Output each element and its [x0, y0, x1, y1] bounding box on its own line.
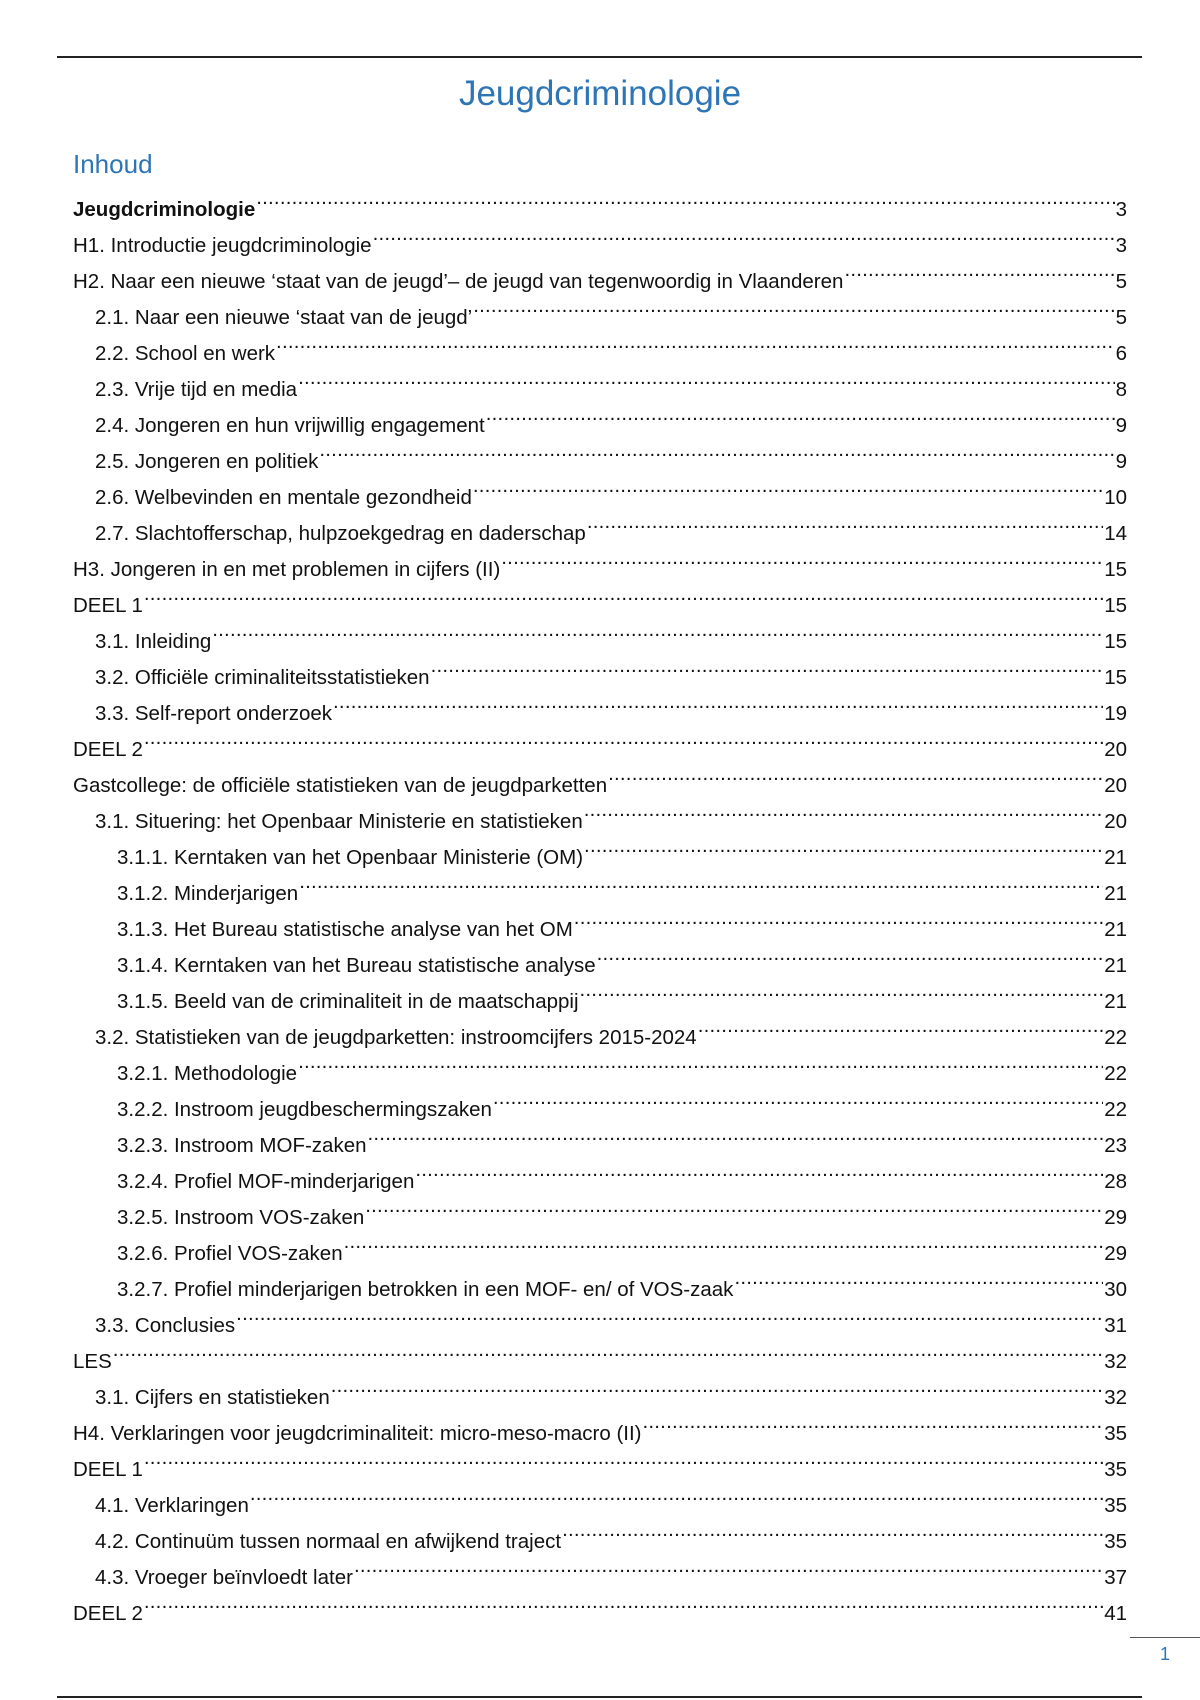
toc-dot-leader	[473, 468, 1103, 504]
top-rule	[57, 56, 1142, 58]
toc-entry-text: Jeugdcriminologie	[73, 198, 256, 221]
toc-entry-page: 20	[1104, 810, 1127, 833]
toc-entry-page: 21	[1104, 882, 1127, 905]
toc-entry-text: 3.1.5. Beeld van de criminaliteit in de maatschappij	[117, 990, 579, 1013]
toc-entry[interactable]	[73, 1440, 1127, 1481]
toc-dot-leader	[473, 288, 1114, 324]
toc-entry-text: H4. Verklaringen voor jeugdcriminaliteit: micro-meso-macro (II)	[73, 1422, 642, 1445]
toc-dot-leader	[144, 1440, 1103, 1476]
toc-dot-leader	[587, 504, 1103, 540]
toc-entry-text: 2.2. School en werk	[95, 342, 276, 365]
toc-entry-text: H1. Introductie jeugdcriminologie	[73, 234, 372, 257]
toc-dot-leader	[493, 1080, 1103, 1116]
toc-dot-leader	[698, 1008, 1103, 1044]
toc-dot-leader	[113, 1332, 1103, 1368]
toc-dot-leader	[212, 612, 1103, 648]
toc-entry-page: 22	[1104, 1062, 1127, 1085]
toc-entry-text: 3.3. Self-report onderzoek	[95, 702, 333, 725]
toc-entry-page: 3	[1115, 198, 1127, 221]
toc-entry-text: 2.1. Naar een nieuwe ‘staat van de jeugd’	[95, 306, 473, 329]
toc-entry-text: DEEL 2	[73, 738, 143, 761]
toc-entry-page: 35	[1104, 1458, 1127, 1481]
toc-dot-leader	[236, 1296, 1103, 1332]
toc-entry-page: 32	[1104, 1386, 1127, 1409]
toc-dot-leader	[562, 1512, 1103, 1548]
toc-entry-page: 30	[1104, 1278, 1127, 1301]
toc-dot-leader	[144, 576, 1103, 612]
toc-heading: Inhoud	[73, 149, 153, 179]
toc-dot-leader	[250, 1476, 1103, 1512]
toc-entry-text: 4.1. Verklaringen	[95, 1494, 249, 1517]
toc-dot-leader	[486, 396, 1115, 432]
toc-dot-leader	[298, 1044, 1103, 1080]
toc-entry-page: 5	[1115, 270, 1127, 293]
toc-entry-page: 5	[1115, 306, 1127, 329]
toc-entry-text: 3.2.5. Instroom VOS-zaken	[117, 1206, 365, 1229]
toc-dot-leader	[368, 1116, 1104, 1152]
toc-entry-page: 22	[1104, 1026, 1127, 1049]
toc-entry-page: 20	[1104, 774, 1127, 797]
toc-dot-leader	[574, 900, 1103, 936]
toc-entry-text: DEEL 1	[73, 1458, 143, 1481]
toc-entry-page: 21	[1104, 954, 1127, 977]
toc-entry-page: 9	[1115, 450, 1127, 473]
toc-entry-page: 29	[1104, 1242, 1127, 1265]
toc-entry-text: 3.2.3. Instroom MOF-zaken	[117, 1134, 367, 1157]
toc-entry[interactable]	[73, 1476, 1127, 1517]
toc-entry-page: 23	[1104, 1134, 1127, 1157]
toc-entry[interactable]	[73, 756, 1127, 797]
toc-dot-leader	[431, 648, 1104, 684]
toc-dot-leader	[734, 1260, 1103, 1296]
toc-entry-page: 14	[1104, 522, 1127, 545]
toc-entry-page: 15	[1104, 666, 1127, 689]
toc-entry-page: 41	[1104, 1602, 1127, 1625]
toc-dot-leader	[373, 216, 1115, 252]
toc-entry[interactable]	[73, 648, 1127, 689]
toc-dot-leader	[276, 324, 1115, 360]
toc-entry-text: 3.2.1. Methodologie	[117, 1062, 298, 1085]
toc-entry-text: 3.1. Situering: het Openbaar Ministerie en statistieken	[95, 810, 583, 833]
toc-dot-leader	[608, 756, 1103, 792]
toc-entry-page: 10	[1104, 486, 1127, 509]
toc-entry-page: 15	[1104, 558, 1127, 581]
toc-entry-page: 35	[1104, 1530, 1127, 1553]
toc-dot-leader	[365, 1188, 1103, 1224]
toc-entry-page: 21	[1104, 990, 1127, 1013]
table-of-contents	[73, 180, 1127, 1625]
toc-entry[interactable]	[73, 720, 1127, 761]
toc-dot-leader	[344, 1224, 1104, 1260]
toc-entry-text: 3.1.1. Kerntaken van het Openbaar Ministerie (OM)	[117, 846, 584, 869]
toc-dot-leader	[298, 360, 1115, 396]
toc-entry-page: 3	[1115, 234, 1127, 257]
toc-entry-text: 3.1.2. Minderjarigen	[117, 882, 299, 905]
toc-entry[interactable]	[73, 1332, 1127, 1373]
toc-dot-leader	[333, 684, 1103, 720]
toc-dot-leader	[584, 828, 1103, 864]
bottom-rule	[57, 1696, 1142, 1698]
toc-entry-text: 2.7. Slachtofferschap, hulpzoekgedrag en daderschap	[95, 522, 586, 545]
toc-dot-leader	[643, 1404, 1104, 1440]
toc-entry-text: 2.3. Vrije tijd en media	[95, 378, 298, 401]
toc-entry[interactable]	[73, 612, 1127, 653]
toc-entry-page: 8	[1115, 378, 1127, 401]
toc-dot-leader	[580, 972, 1104, 1008]
toc-entry-text: 3.2. Statistieken van de jeugdparketten: instroomcijfers 2015-2024	[95, 1026, 697, 1049]
toc-dot-leader	[331, 1368, 1103, 1404]
toc-entry-text: 3.2.6. Profiel VOS-zaken	[117, 1242, 343, 1265]
toc-entry-text: 3.3. Conclusies	[95, 1314, 236, 1337]
toc-entry-text: Gastcollege: de officiële statistieken van de jeugdparketten	[73, 774, 608, 797]
toc-entry[interactable]	[73, 1368, 1127, 1409]
toc-dot-leader	[584, 792, 1103, 828]
toc-dot-leader	[256, 180, 1114, 216]
toc-entry-text: H2. Naar een nieuwe ‘staat van de jeugd’– de jeugd van tegenwoordig in Vlaanderen	[73, 270, 844, 293]
toc-entry-text: H3. Jongeren in en met problemen in cijfers (II)	[73, 558, 501, 581]
toc-entry-text: 3.1.4. Kerntaken van het Bureau statistische analyse	[117, 954, 596, 977]
page-number: 1	[1159, 1644, 1170, 1664]
toc-entry-page: 37	[1104, 1566, 1127, 1589]
toc-entry-text: 3.1.3. Het Bureau statistische analyse van het OM	[117, 918, 573, 941]
toc-entry-text: 2.5. Jongeren en politiek	[95, 450, 319, 473]
toc-dot-leader	[144, 720, 1103, 756]
toc-entry-text: 4.2. Continuüm tussen normaal en afwijkend traject	[95, 1530, 562, 1553]
toc-entry-text: DEEL 2	[73, 1602, 143, 1625]
toc-entry-page: 22	[1104, 1098, 1127, 1121]
toc-entry-text: 3.2.7. Profiel minderjarigen betrokken in een MOF- en/ of VOS-zaak	[117, 1278, 734, 1301]
toc-entry-page: 35	[1104, 1422, 1127, 1445]
toc-dot-leader	[501, 540, 1103, 576]
toc-entry-page: 20	[1104, 738, 1127, 761]
toc-entry-text: 3.2.2. Instroom jeugdbeschermingszaken	[117, 1098, 492, 1121]
toc-dot-leader	[415, 1152, 1103, 1188]
toc-dot-leader	[597, 936, 1104, 972]
toc-entry[interactable]	[73, 576, 1127, 617]
toc-entry-page: 9	[1115, 414, 1127, 437]
toc-dot-leader	[299, 864, 1103, 900]
toc-dot-leader	[844, 252, 1114, 288]
toc-dot-leader	[319, 432, 1114, 468]
toc-entry-text: 2.4. Jongeren en hun vrijwillig engagement	[95, 414, 485, 437]
toc-entry-text: 3.1. Inleiding	[95, 630, 212, 653]
toc-entry-page: 31	[1104, 1314, 1127, 1337]
toc-entry-page: 21	[1104, 846, 1127, 869]
toc-entry[interactable]	[73, 180, 1127, 221]
toc-entry-page: 21	[1104, 918, 1127, 941]
footer-line	[1130, 1637, 1200, 1638]
toc-dot-leader	[354, 1548, 1103, 1584]
toc-entry-page: 19	[1104, 702, 1127, 725]
toc-entry-page: 29	[1104, 1206, 1127, 1229]
toc-entry-page: 35	[1104, 1494, 1127, 1517]
toc-entry-text: DEEL 1	[73, 594, 143, 617]
toc-entry-text: 3.2.4. Profiel MOF-minderjarigen	[117, 1170, 415, 1193]
toc-entry-page: 15	[1104, 630, 1127, 653]
toc-entry-text: LES	[73, 1350, 112, 1373]
toc-dot-leader	[144, 1584, 1103, 1620]
toc-entry-page: 32	[1104, 1350, 1127, 1373]
toc-entry-page: 6	[1115, 342, 1127, 365]
toc-entry-text: 2.6. Welbevinden en mentale gezondheid	[95, 486, 472, 509]
toc-entry-text: 4.3. Vroeger beïnvloedt later	[95, 1566, 353, 1589]
toc-entry-text: 3.1. Cijfers en statistieken	[95, 1386, 330, 1409]
toc-entry[interactable]	[73, 1584, 1127, 1625]
toc-entry-text: 3.2. Officiële criminaliteitsstatistieken	[95, 666, 430, 689]
toc-entry-page: 15	[1104, 594, 1127, 617]
document-title: Jeugdcriminologie	[458, 74, 742, 113]
toc-entry-page: 28	[1104, 1170, 1127, 1193]
